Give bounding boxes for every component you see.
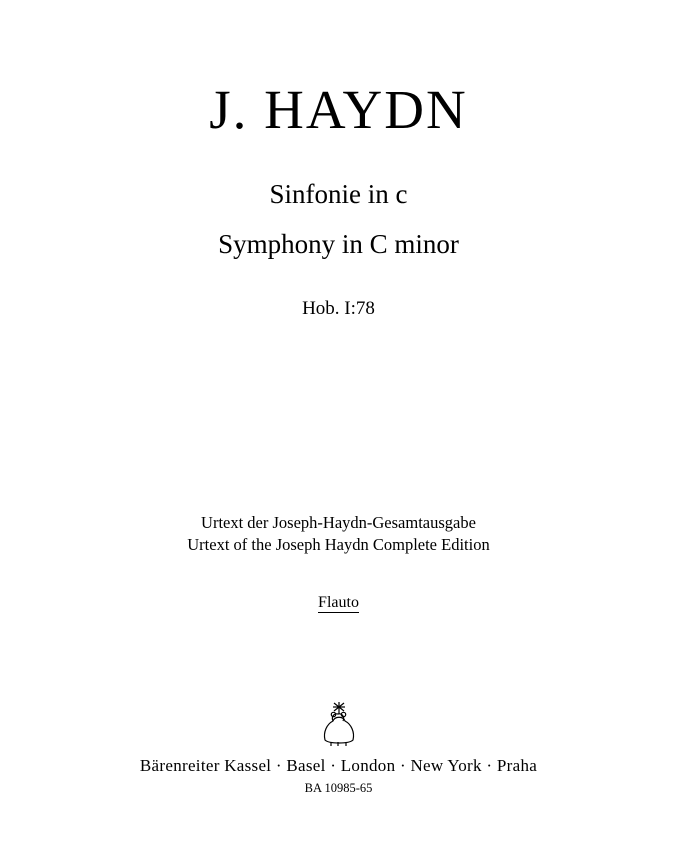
composer-name: J. HAYDN xyxy=(209,79,468,140)
part-name-block xyxy=(0,594,677,612)
publisher-imprint: Bärenreiter Kassel · Basel · London · New York · Praha xyxy=(139,756,538,775)
work-title-english: Symphony in C minor xyxy=(218,229,459,259)
title-block xyxy=(0,176,677,262)
work-title-german: Sinfonie in c xyxy=(269,179,408,209)
publisher-logo xyxy=(0,700,677,753)
part-name: Flauto xyxy=(318,594,359,611)
urtext-block xyxy=(0,512,677,556)
urtext-line-german: Urtext der Joseph-Haydn-Gesamtausgabe xyxy=(201,513,476,532)
catalog-number: Hob. I:78 xyxy=(302,298,375,319)
baerenreiter-bear-icon xyxy=(311,700,367,748)
plate-number: BA 10985-65 xyxy=(304,781,373,795)
urtext-line-english: Urtext of the Joseph Haydn Complete Edition xyxy=(187,535,490,554)
